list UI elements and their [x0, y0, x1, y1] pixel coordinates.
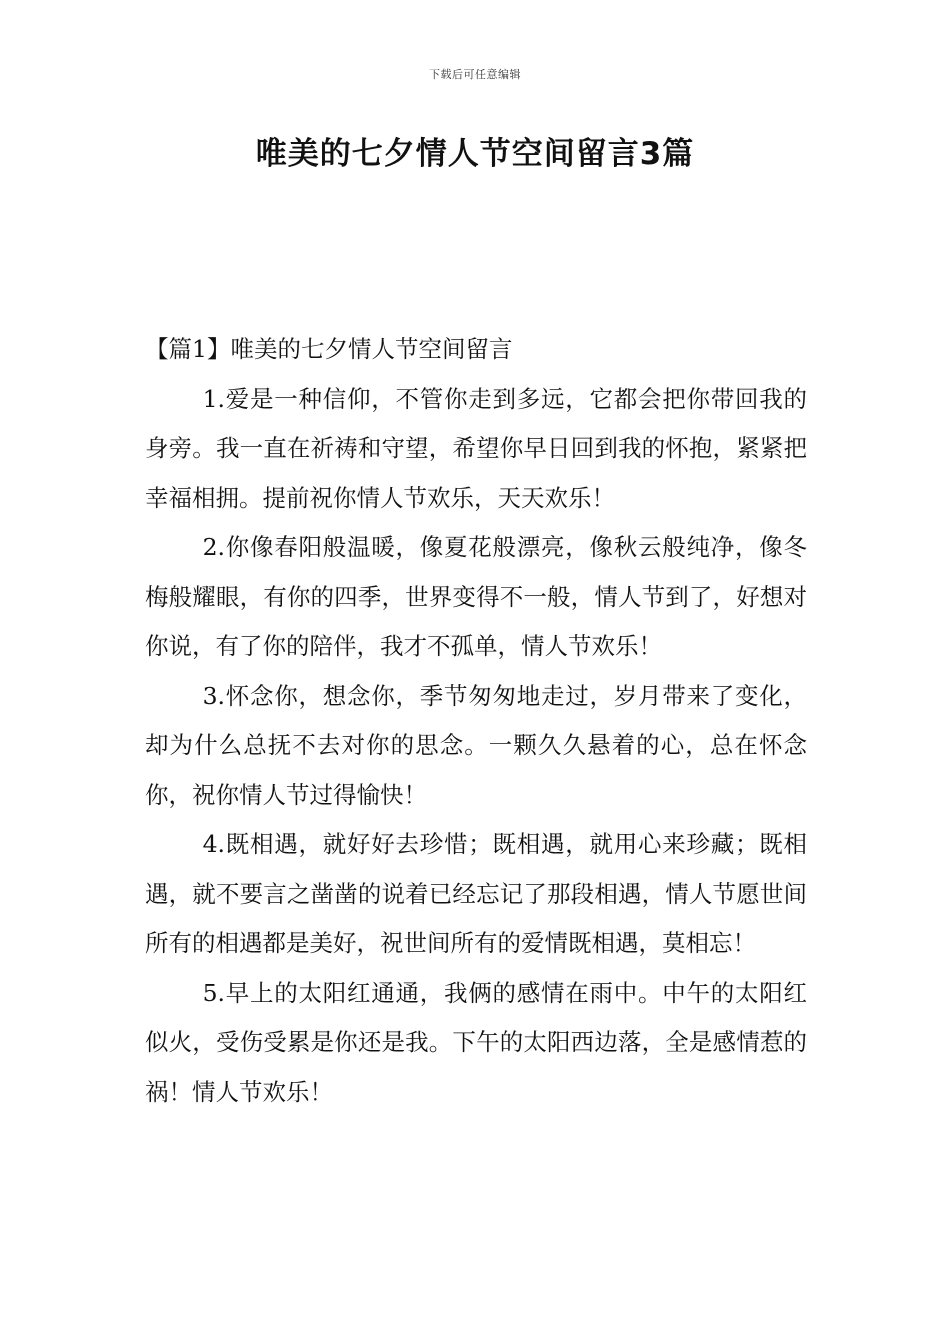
section-heading: 【篇1】唯美的七夕情人节空间留言: [145, 335, 513, 363]
paragraph: 4.既相遇，就好好去珍惜；既相遇，就用心来珍藏；既相遇，就不要言之凿凿的说着已经忘记了那段相遇，情人节愿世间所有的相遇都是美好，祝世间所有的爱情既相遇，莫相忘！: [145, 830, 807, 957]
paragraph: 1.爱是一种信仰，不管你走到多远，它都会把你带回我的身旁。我一直在祈祷和守望，希望你早日回到我的怀抱，紧紧把幸福相拥。提前祝你情人节欢乐，天天欢乐！: [145, 384, 807, 512]
paragraph: 3.怀念你，想念你，季节匆匆地走过，岁月带来了变化，却为什么总抚不去对你的思念。一颗久久悬着的心，总在怀念你，祝你情人节过得愉快！: [145, 681, 807, 809]
paragraph: 2.你像春阳般温暖，像夏花般漂亮，像秋云般纯净，像冬梅般耀眼，有你的四季，世界变得不一般，情人节到了，好想对你说，有了你的陪伴，我才不孤单，情人节欢乐！: [145, 533, 807, 660]
header-note: 下载后可任意编辑: [429, 68, 521, 81]
document-body: [145, 325, 807, 1117]
paragraph: 5.早上的太阳红通通，我俩的感情在雨中。中午的太阳红似火，受伤受累是你还是我。下午的太阳西边落，全是感情惹的祸！情人节欢乐！: [145, 978, 807, 1106]
document-title: 唯美的七夕情人节空间留言3篇: [255, 136, 695, 172]
